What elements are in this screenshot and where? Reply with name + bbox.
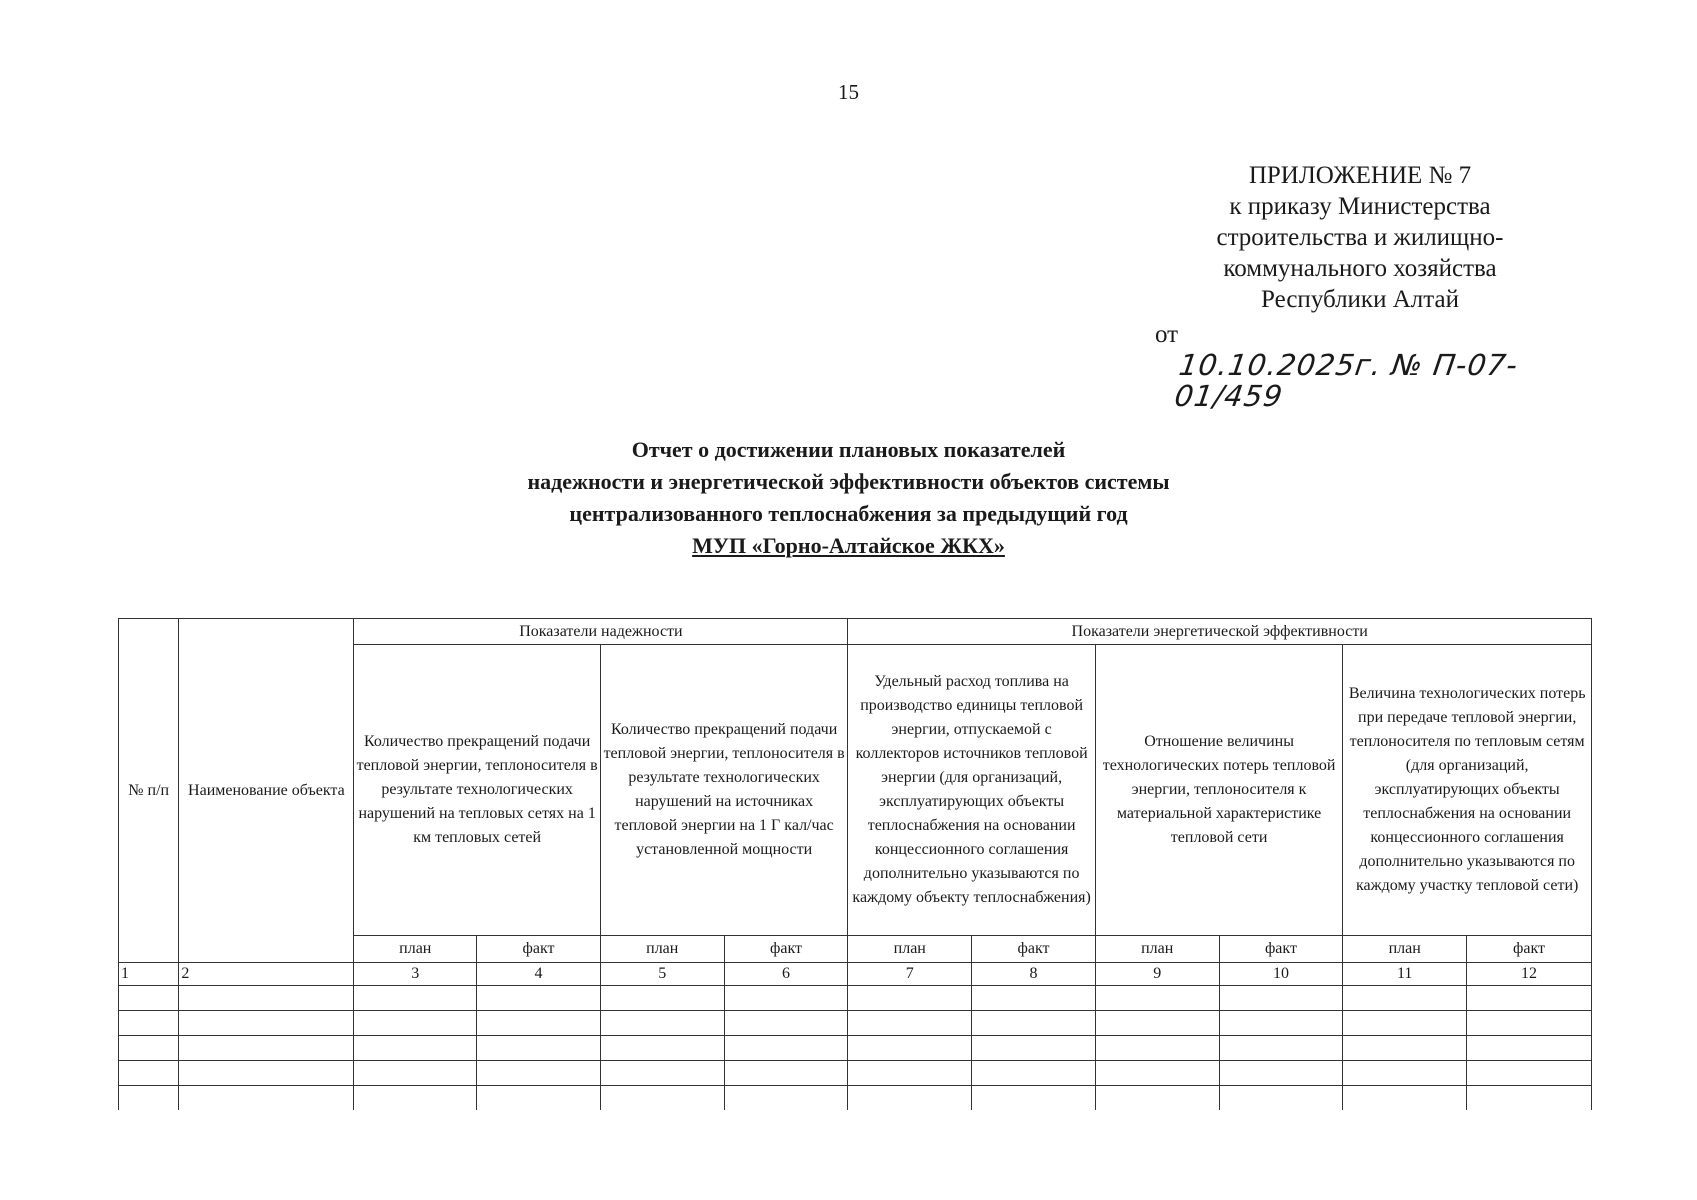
column-number: 7	[848, 963, 972, 986]
appendix-title: ПРИЛОЖЕНИЕ № 7	[1248, 162, 1472, 189]
appendix-line: строительства и жилищно-	[1216, 224, 1504, 251]
organization-name: МУП «Горно-Алтайское ЖКХ»	[692, 533, 1005, 558]
indicator-header: Отношение величины технологических потерь тепловой энергии, теплоносителя к материальной характеристике тепловой сети	[1095, 645, 1342, 936]
title-line: Отчет о достижении плановых показателей	[631, 437, 1066, 462]
fact-header: факт	[972, 936, 1096, 963]
header-object-name: Наименование объекта	[179, 619, 354, 963]
group-reliability: Показатели надежности	[354, 619, 848, 645]
appendix-date-line	[1155, 317, 1540, 412]
title-line: централизованного теплоснабжения за предыдущий год	[569, 501, 1128, 526]
table-row	[119, 1061, 1592, 1086]
column-number: 11	[1343, 963, 1467, 986]
column-number: 5	[600, 963, 724, 986]
plan-header: план	[600, 936, 724, 963]
table-row	[119, 986, 1592, 1011]
appendix-line: Республики Алтай	[1261, 286, 1459, 313]
report-title	[0, 434, 1697, 562]
column-number: 10	[1219, 963, 1343, 986]
appendix-line: к приказу Министерства	[1229, 193, 1491, 220]
handwritten-date-number: 10.10.2025г. № П-07-01/459	[1172, 347, 1521, 413]
indicator-header: Удельный расход топлива на производство единицы тепловой энергии, отпускаемой с коллекторов источников тепловой энергии (для организаций, эксплуатирующих объекты теплоснабжения на основании концессионного соглашения дополнительно указываются по каждому объекту теплоснабжения)	[848, 645, 1095, 936]
title-line: надежности и энергетической эффективности объектов системы	[527, 469, 1170, 494]
header-number: № п/п	[119, 619, 179, 963]
date-prefix: от	[1155, 320, 1179, 348]
fact-header: факт	[1467, 936, 1592, 963]
column-number: 12	[1467, 963, 1592, 986]
appendix-block	[1155, 160, 1540, 413]
indicator-header: Величина технологических потерь при передаче тепловой энергии, теплоносителя по тепловым сетям (для организаций, эксплуатирующих объекты теплоснабжения на основании концессионного соглашения дополнительно указываются по каждому участку тепловой сети)	[1343, 645, 1592, 936]
column-number: 2	[179, 963, 354, 986]
fact-header: факт	[477, 936, 601, 963]
table-row	[119, 1011, 1592, 1036]
indicator-header: Количество прекращений подачи тепловой энергии, теплоносителя в результате технологических нарушений на тепловых сетях на 1 км тепловых сетей	[354, 645, 600, 936]
table-row	[119, 1086, 1592, 1111]
plan-header: план	[354, 936, 477, 963]
column-number: 4	[477, 963, 601, 986]
indicator-header: Количество прекращений подачи тепловой энергии, теплоносителя в результате технологических нарушений на источниках тепловой энергии на 1 Г кал/час установленной мощности	[600, 645, 848, 936]
column-number: 1	[119, 963, 179, 986]
plan-header: план	[1343, 936, 1467, 963]
column-number: 9	[1095, 963, 1219, 986]
page-number: 15	[838, 80, 859, 104]
column-number: 3	[354, 963, 477, 986]
group-efficiency: Показатели энергетической эффективности	[848, 619, 1592, 645]
plan-header: план	[1095, 936, 1219, 963]
table-row	[119, 1036, 1592, 1061]
column-number: 6	[724, 963, 848, 986]
fact-header: факт	[1219, 936, 1343, 963]
report-table	[118, 618, 1592, 1110]
fact-header: факт	[724, 936, 848, 963]
plan-header: план	[848, 936, 972, 963]
appendix-line: коммунального хозяйства	[1223, 255, 1497, 282]
column-number: 8	[972, 963, 1096, 986]
